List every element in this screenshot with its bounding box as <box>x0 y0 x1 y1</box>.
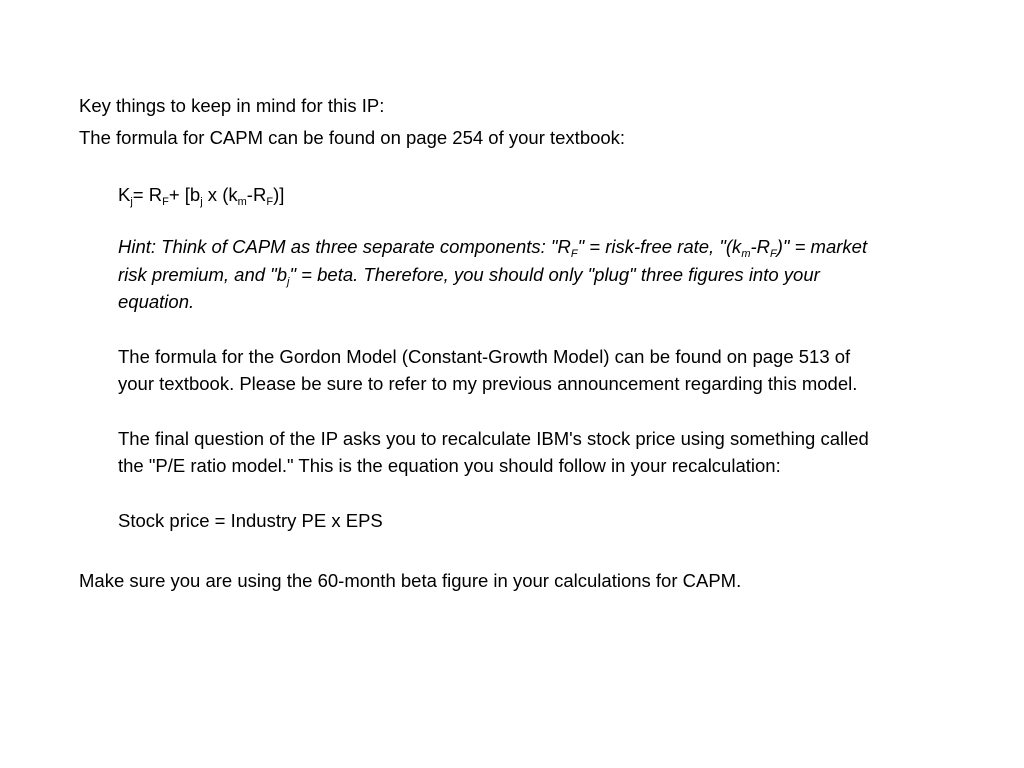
gordon-line-1: The formula for the Gordon Model (Constant-Growth Model) can be found on page 513 of <box>118 346 851 367</box>
capm-formula <box>118 181 284 208</box>
capm-intro: The formula for CAPM can be found on page 254 of your textbook: <box>79 127 626 148</box>
pe-line-2: the "P/E ratio model." This is the equation you should follow in your recalculation: <box>118 455 781 476</box>
hint-sub-j: j <box>287 276 290 288</box>
formula-k-sub: j <box>130 196 133 208</box>
hint-text-a: Hint: Think of CAPM as three separate components: "R <box>118 236 571 257</box>
formula-rf2-sub: F <box>266 196 274 208</box>
hint-line-3: equation. <box>118 291 195 312</box>
beta-note: Make sure you are using the 60-month beta figure in your calculations for CAPM. <box>79 570 742 591</box>
formula-close: )] <box>273 184 285 205</box>
hint-sub-m: m <box>741 248 751 260</box>
hint-text-e: risk premium, and "b <box>118 264 288 285</box>
formula-plus: + [b <box>168 184 201 205</box>
hint-sub-f2: F <box>770 248 777 260</box>
formula-rf-sub: F <box>162 196 169 208</box>
slide-heading: Key things to keep in mind for this IP: <box>79 95 385 116</box>
pe-line-1: The final question of the IP asks you to recalculate IBM's stock price using something called <box>118 428 869 449</box>
formula-times: x (k <box>202 184 238 205</box>
formula-minus: -R <box>246 184 267 205</box>
formula-b-sub: j <box>200 196 203 208</box>
hint-text-f: " = beta. Therefore, you should only "plug" three figures into your <box>289 264 820 285</box>
hint-line-1 <box>118 233 867 260</box>
formula-eq: = R <box>132 184 163 205</box>
hint-sub-f: F <box>570 248 578 260</box>
hint-text-d: )" = market <box>776 236 868 257</box>
hint-text-b: " = risk-free rate, "(k <box>577 236 742 257</box>
formula-k: K <box>118 184 131 205</box>
stock-price-formula: Stock price = Industry PE x EPS <box>118 510 383 531</box>
gordon-line-2: your textbook. Please be sure to refer to my previous announcement regarding this model. <box>118 373 858 394</box>
formula-km-sub: m <box>237 196 247 208</box>
hint-line-2 <box>118 261 820 288</box>
hint-text-c: -R <box>750 236 771 257</box>
